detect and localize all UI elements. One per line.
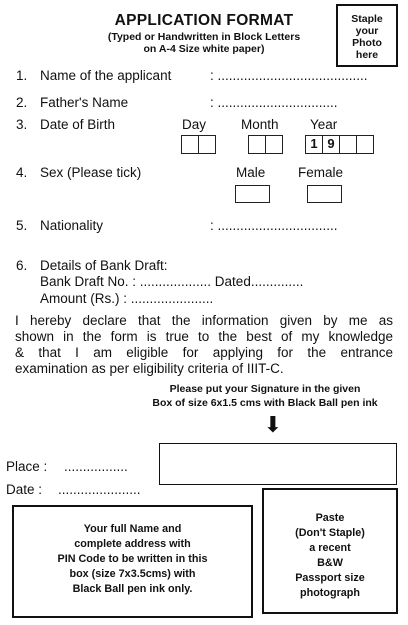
paste-box-line: Passport size <box>295 572 365 584</box>
paste-box-line: a recent <box>309 542 351 554</box>
dob-day-digit-1-box[interactable] <box>181 135 199 154</box>
dob-label: Date of Birth <box>40 117 116 132</box>
dob-month-digit-1-box[interactable] <box>248 135 266 154</box>
nationality-field[interactable]: : ................................ <box>210 218 338 233</box>
dob-month-digit-2-box[interactable] <box>265 135 283 154</box>
staple-photo-box <box>336 4 398 67</box>
paste-box-line: Paste <box>315 512 345 524</box>
address-box-line: Black Ball pen ink only. <box>72 583 193 595</box>
father-name-label: Father's Name <box>40 95 129 110</box>
bank-draft-number-field[interactable]: Bank Draft No. : ................... Dated.............. <box>40 274 304 289</box>
dob-year-digit-2-box[interactable]: 9 <box>322 135 340 154</box>
sex-male-checkbox[interactable] <box>235 185 270 203</box>
bank-draft-amount-field[interactable]: Amount (Rs.) : ...................... <box>40 291 214 306</box>
address-box-line: Your full Name and <box>83 523 182 535</box>
photo-box-line: Staple <box>351 13 383 25</box>
applicant-name-label: Name of the applicant <box>40 68 172 83</box>
field-number: 2. <box>16 95 28 110</box>
photo-box-line: your <box>355 25 379 37</box>
nationality-label: Nationality <box>40 218 104 233</box>
declaration-line: shown in the form is true to the best of my knowledge <box>15 329 393 344</box>
sex-label: Sex (Please tick) <box>40 165 142 180</box>
declaration-line: I hereby declare that the information given by me as <box>15 313 393 328</box>
dob-year-digit-4-box[interactable] <box>356 135 374 154</box>
field-number: 3. <box>16 117 28 132</box>
signature-box[interactable] <box>159 443 397 485</box>
dob-day-label: Day <box>182 117 207 132</box>
form-subtitle-line-1: (Typed or Handwritten in Block Letters <box>107 31 301 43</box>
form-subtitle-line-2: on A-4 Size white paper) <box>143 43 265 55</box>
field-number: 1. <box>16 68 28 83</box>
place-label: Place : <box>6 459 48 474</box>
address-box-line: complete address with <box>74 538 191 550</box>
address-box[interactable] <box>12 505 253 618</box>
date-label: Date : <box>6 482 43 497</box>
paste-photo-box <box>262 488 398 614</box>
declaration-line: examination as per eligibility criteria of IIIT-C. <box>15 361 284 376</box>
field-number: 4. <box>16 165 28 180</box>
sex-female-checkbox[interactable] <box>307 185 342 203</box>
dob-day-digit-2-box[interactable] <box>198 135 216 154</box>
field-number: 5. <box>16 218 28 233</box>
declaration-line: & that I am eligible for applying for the entrance <box>15 345 393 360</box>
place-field[interactable]: ................. <box>64 459 128 474</box>
form-title: APPLICATION FORMAT <box>114 12 294 29</box>
down-arrow-icon: ⬇ <box>263 412 283 437</box>
photo-box-line: Photo <box>352 37 382 49</box>
address-box-line: PIN Code to be written in this <box>57 553 208 565</box>
sex-male-label: Male <box>236 165 266 180</box>
photo-box-line: here <box>355 49 379 61</box>
father-name-field[interactable]: : ................................ <box>210 95 338 110</box>
paste-box-line: photograph <box>300 587 360 599</box>
sex-female-label: Female <box>298 165 344 180</box>
signature-instruction-line-2: Box of size 6x1.5 cms with Black Ball pen ink <box>152 397 378 409</box>
signature-instruction-line-1: Please put your Signature in the given <box>169 383 361 395</box>
dob-year-digit-3-box[interactable] <box>339 135 357 154</box>
bank-draft-label: Details of Bank Draft: <box>40 258 168 273</box>
field-number: 6. <box>16 258 28 273</box>
dob-month-label: Month <box>241 117 279 132</box>
address-box-line: box (size 7x3.5cms) with <box>69 568 196 580</box>
date-field[interactable]: ...................... <box>58 482 141 497</box>
paste-box-line: (Don't Staple) <box>295 527 365 539</box>
dob-year-label: Year <box>310 117 338 132</box>
dob-year-digit-1-box[interactable]: 1 <box>305 135 323 154</box>
applicant-name-field[interactable]: : ........................................ <box>210 68 368 83</box>
paste-box-line: B&W <box>317 557 343 569</box>
